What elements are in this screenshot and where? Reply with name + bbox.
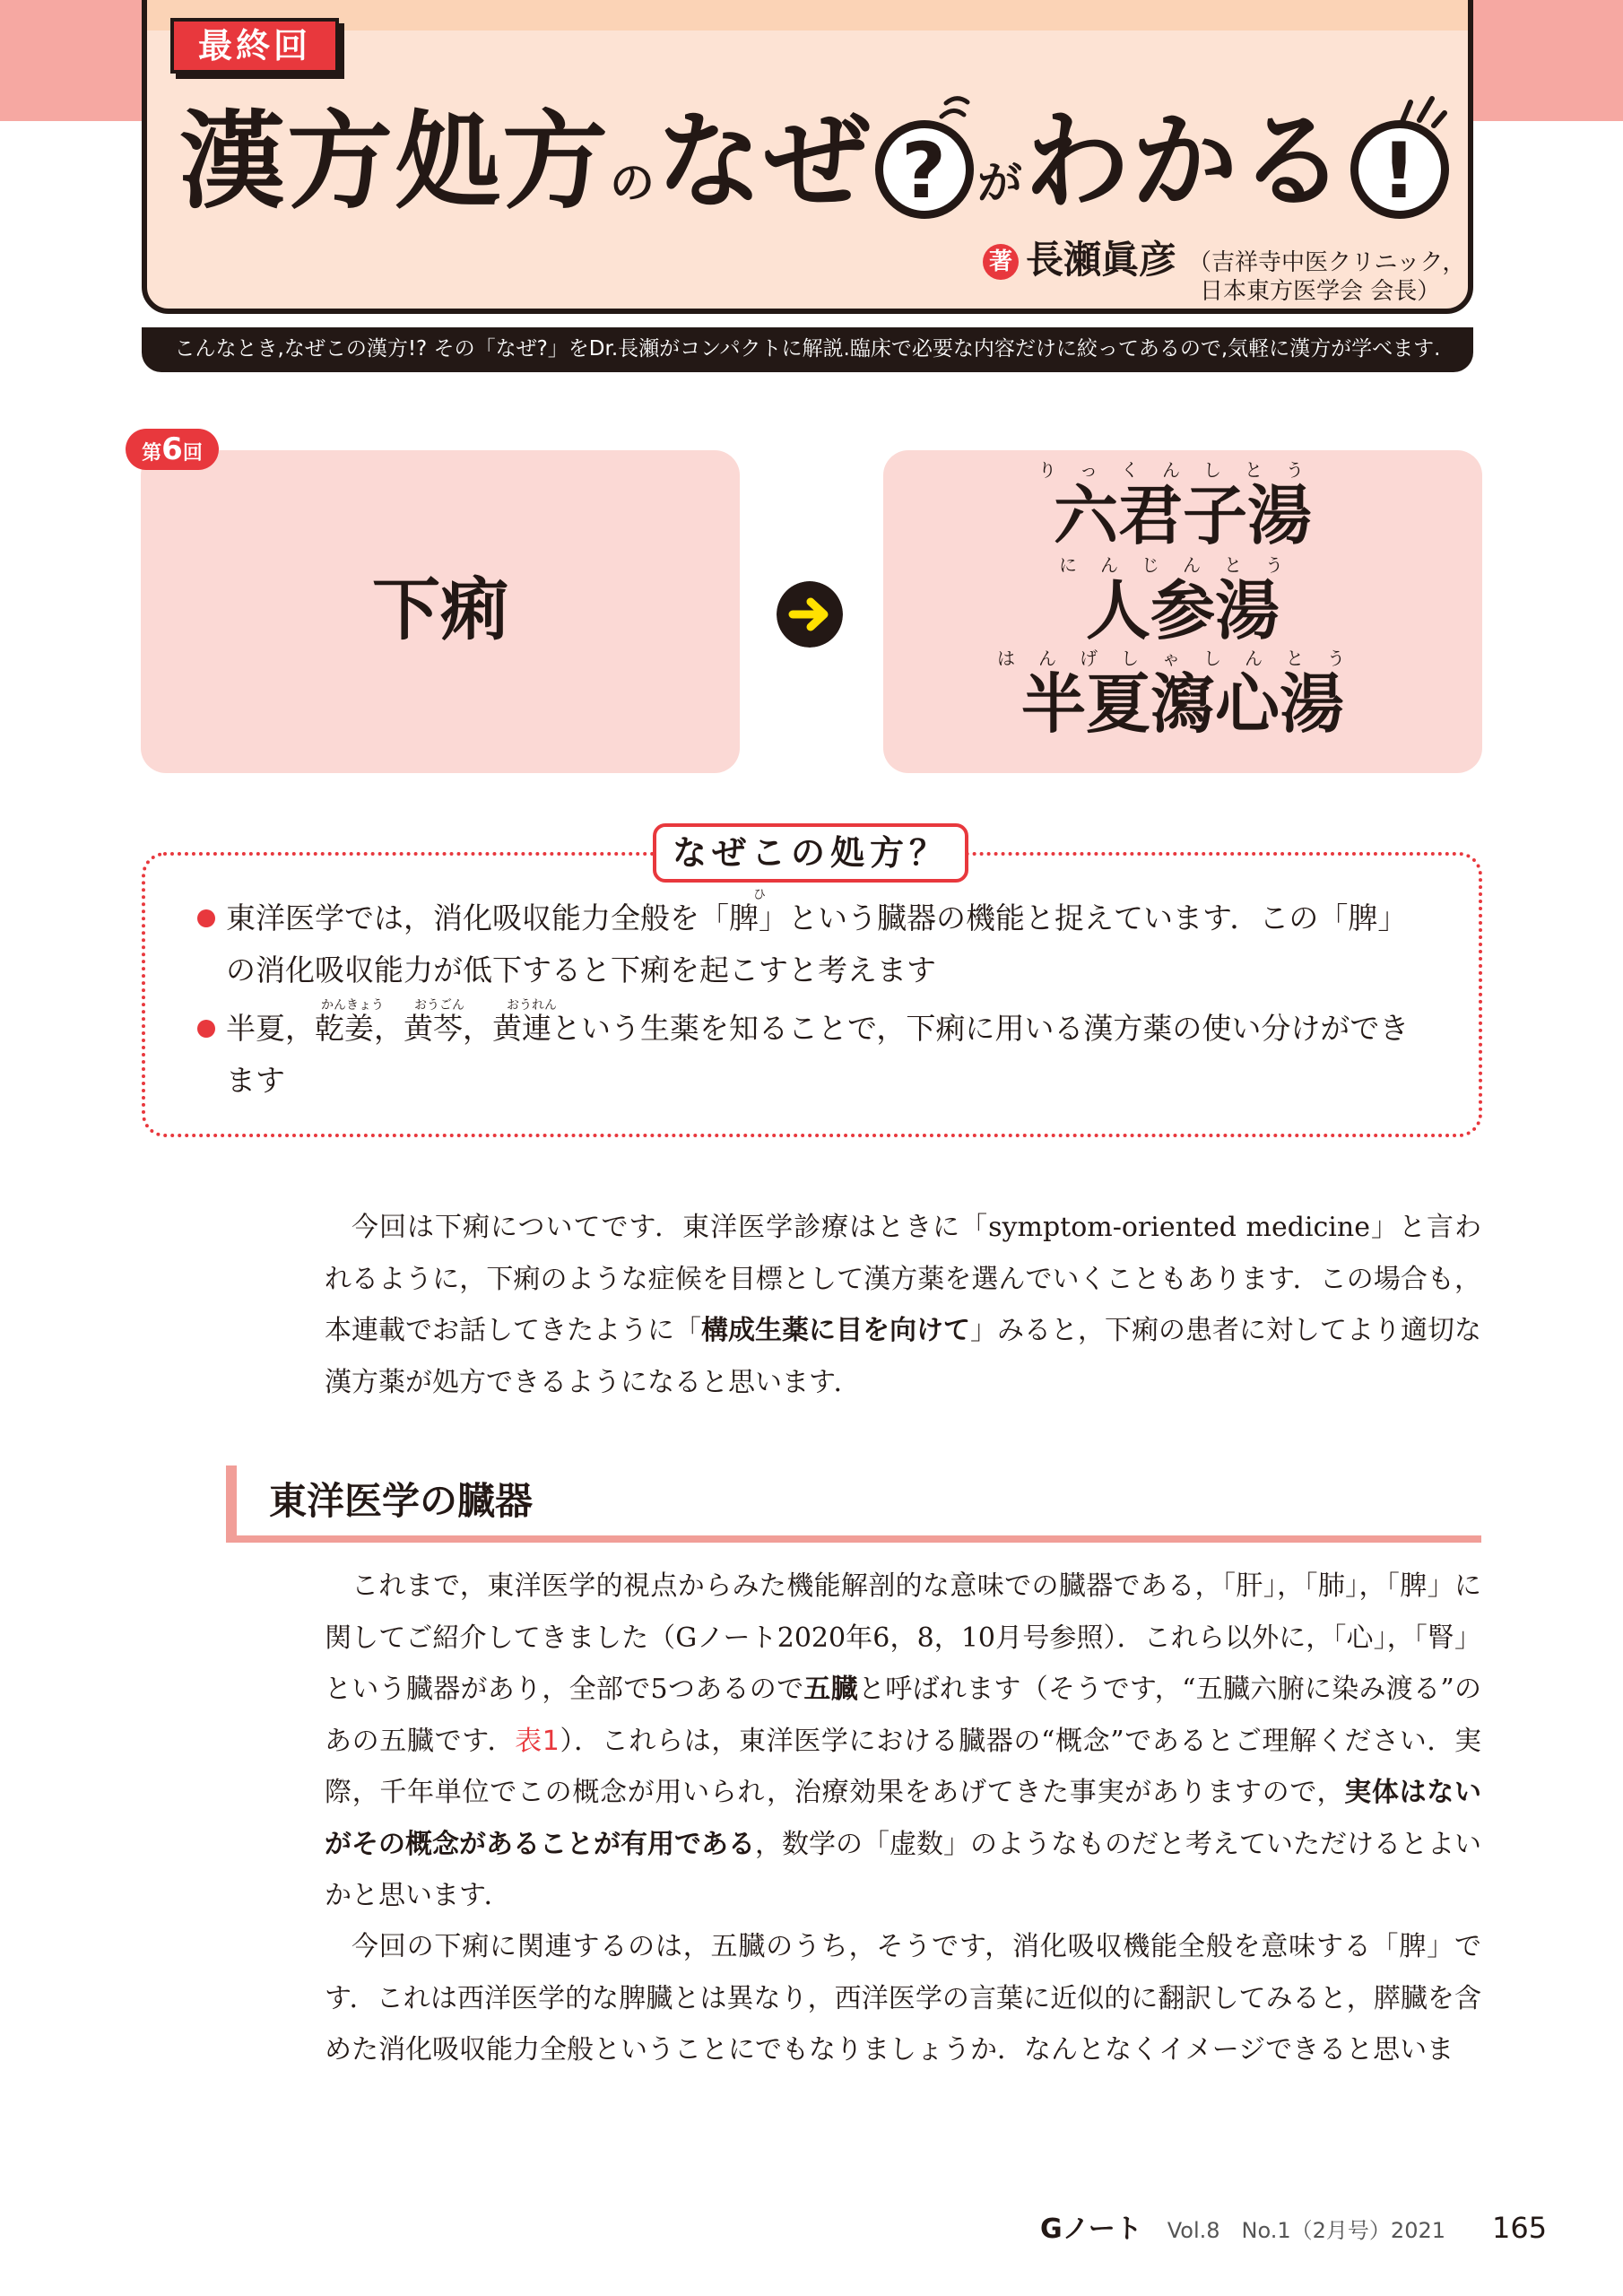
- page-footer: [1040, 2210, 1547, 2248]
- intro-paragraph: [325, 1202, 1481, 1408]
- session-badge: [126, 429, 219, 470]
- title-no: の: [610, 157, 657, 209]
- magazine-name: Gノート: [1040, 2213, 1142, 2245]
- table-reference-link[interactable]: 表1: [515, 1725, 560, 1757]
- session-number: 6: [161, 431, 183, 467]
- title-part2: なぜ: [656, 100, 872, 223]
- p1-text-a: これまで，東洋医学的視点からみた機能解剖的な意味での臓器である，「肝」，「肺」，「脾」に関してご紹介してきました（Gノート2020年6，8，10月号参照）．これら以外に，「心」，「腎」という臓器があり，全部で5つあるので: [325, 1570, 1481, 1705]
- author-affiliation-line2: 日本東方医学会 会長）: [1200, 278, 1441, 305]
- why-bullet2-line1: 半夏，乾姜，黄芩，黄連という生薬を知ることで，下痢に用いる漢方薬の使い分けができ: [226, 1011, 1410, 1046]
- why-bullet1-line2: の消化吸収能力が低下すると下痢を起こすと考えます: [226, 952, 936, 987]
- section-paragraph-2: 今回の下痢に関連するのは，五臓のうち，そうです，消化吸収機能全般を意味する「脾」です．これは西洋医学的な脾臓とは異なり，西洋医学の言葉に近似的に翻訳してみると，膵臓を含めた消化吸収能力全般ということにでもなりましょうか．なんとなくイメージできると思いま: [325, 1931, 1481, 2066]
- ruby-hi: ひ: [753, 888, 766, 902]
- ruby-oren: おうれん: [507, 998, 557, 1013]
- p1-bold-concept: 実体はないがその概念があることが有用である: [325, 1777, 1481, 1860]
- why-bullet2-line2: ます: [226, 1063, 285, 1098]
- ruby-ogon: おうごん: [414, 998, 464, 1013]
- section-underline: [226, 1535, 1481, 1543]
- section-title: 東洋医学の臓器: [269, 1479, 534, 1523]
- bullet-icon: [197, 909, 215, 927]
- why-box-title: なぜこの処方？: [653, 823, 968, 883]
- prescription-ruby-1: りっくんしとう: [1038, 459, 1327, 481]
- section-bar: [226, 1465, 237, 1543]
- intro-text-2: 」みると，下痢の患者に対してより適切な漢方薬が処方できるようになると思います．: [325, 1315, 1481, 1398]
- arrow-right-icon: [777, 581, 843, 648]
- author-affiliation-line1: （吉祥寺中医クリニック，: [1188, 249, 1466, 276]
- p1-text-b: と呼ばれます（そうです，“五臓六腑に染み渡る”のあの五臓です．: [325, 1674, 1481, 1757]
- page-number: 165: [1492, 2211, 1548, 2245]
- intro-text-1: 今回は下痢についてです．東洋医学診療はときに「symptom-oriented medicine」と言われるように，下痢のような症候を目標として漢方薬を選んでいくこともあります．この場合も，本連載でお話してきたように「: [325, 1212, 1481, 1346]
- p1-bold-goso: 五臓: [803, 1674, 858, 1705]
- header-card-top-stripe: [147, 0, 1468, 30]
- ruby-kankyo: かんきょう: [321, 998, 384, 1013]
- title-part3: わかる: [1024, 100, 1348, 223]
- prescription-ruby-2: にんじんとう: [1059, 554, 1306, 576]
- bullet-icon: [197, 1020, 215, 1038]
- issue-info: Vol.8 No.1（2月号）2021: [1167, 2218, 1446, 2243]
- intro-bold: 構成生薬に目を向けて: [701, 1315, 970, 1346]
- sparkle-icon: [937, 90, 973, 126]
- lead-text-bar: こんなとき,なぜこの漢方!? その「なぜ?」をDr.長瀬がコンパクトに解説.臨床で必要な内容だけに絞ってあるので,気軽に漢方が学べます.: [142, 327, 1473, 372]
- section-paragraph-1: [325, 1561, 1481, 1922]
- emphasis-lines-icon: [1394, 93, 1448, 129]
- series-title: [179, 99, 1453, 224]
- prescription-ruby-3: はんげしゃしんとう: [997, 648, 1368, 669]
- p1-text-c: ）．これらは，東洋医学における臓器の“概念”であるとご理解ください．実際，千年単位でこの概念が用いられ，治療効果をあげてきた事実がありますので，: [325, 1725, 1481, 1808]
- prescription-1: 六君子湯: [1053, 478, 1312, 553]
- prescription-3: 半夏瀉心湯: [1020, 666, 1344, 742]
- why-bullet1-line1: 東洋医学では，消化吸収能力全般を「脾」という臓器の機能と捉えています．この「脾」: [226, 900, 1408, 935]
- author-mark: 著: [983, 244, 1019, 280]
- title-part1: 漢方処方: [179, 100, 611, 223]
- final-episode-badge: 最終回: [170, 18, 339, 74]
- session-prefix: 第: [142, 442, 162, 465]
- exclamation-bubble-icon: !: [1350, 120, 1449, 219]
- session-suffix: 回: [182, 442, 203, 465]
- author-name: 長瀬眞彦: [1026, 238, 1177, 282]
- title-ga: が: [977, 157, 1025, 209]
- question-bubble-icon: ?: [875, 120, 974, 219]
- symptom-label: 下痢: [372, 570, 508, 649]
- p1-text-d: ，数学の「虚数」のようなものだと考えていただけるとよいかと思います．: [325, 1828, 1481, 1911]
- prescription-2: 人参湯: [1085, 573, 1280, 648]
